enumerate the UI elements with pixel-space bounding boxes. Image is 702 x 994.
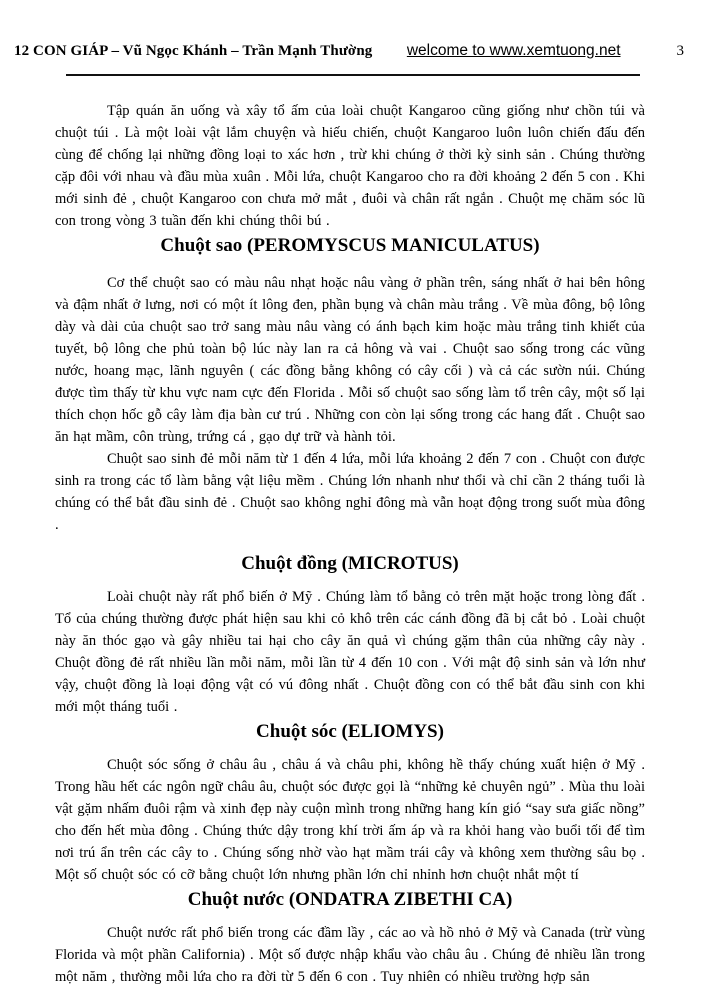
paragraph-chuot-dong: Loài chuột này rất phổ biến ở Mỹ . Chúng làm tổ bằng cỏ trên mặt hoặc trong lòng đất . Tổ của chúng thường được phát hiện sau khi cỏ khô trên các cánh đồng đã bị cắt bỏ . Loài chuột này ăn thóc gạo và gây nhiều tai hại cho cây ăn quả vì chúng gặm thân của những cây này . Chuột đồng đẻ rất nhiều lần mỗi năm, mỗi lần từ 4 đến 10 con . Với mật độ sinh sản và lớn như vậy, chuột đồng là loại động vật có vú đông nhất . Chuột đồng con có thể bắt đầu sinh con khi mới một tháng tuổi .: [55, 589, 645, 715]
section-heading-chuot-sao: Chuột sao (PEROMYSCUS MANICULATUS): [160, 235, 540, 256]
section-heading-chuot-soc: Chuột sóc (ELIOMYS): [256, 721, 444, 742]
paragraph-chuot-soc: Chuột sóc sống ở châu âu , châu á và châu phi, không hề thấy chúng xuất hiện ở Mỹ . Trong hầu hết các ngôn ngữ châu âu, chuột sóc được gọi là “những kẻ chuyên ngủ” . Mùa thu loài vật gặm nhấm đuôi rậm và xinh đẹp này cuộn mình trong những hang kín gió “say sưa giấc nồng” cho đến hết mùa đông . Chúng thức dậy trong khí trời ấm áp và ra khỏi hang vào buổi tối để tìm nơi trú ẩn trên các cây to . Chúng sống nhờ vào hạt mầm trái cây và không xem thường sâu bọ . Một số chuột sóc có cỡ bằng chuột lớn nhưng phần lớn chỉ nhỉnh hơn chuột nhắt một tí: [55, 757, 645, 883]
section-heading-chuot-nuoc: Chuột nước (ONDATRA ZIBETHI CA): [187, 889, 513, 910]
paragraph-chuot-nuoc: Chuột nước rất phổ biến trong các đầm lầy , các ao và hồ nhỏ ở Mỹ và Canada (trừ vùng Florida và một phần California) . Một số được nhập khẩu vào châu âu . Chúng đẻ nhiều lần trong một năm , thường mỗi lứa cho ra đời từ 5 đến 6 con . Tuy nhiên có nhiều trường hợp sản: [55, 925, 645, 985]
welcome-link[interactable]: welcome to www.xemtuong.net: [406, 42, 621, 59]
page-number: 3: [676, 43, 684, 59]
paragraph-chuot-sao-1: Cơ thể chuột sao có màu nâu nhạt hoặc nâu vàng ở phần trên, sáng nhất ở hai bên hông và đậm nhất ở lưng, nơi có một ít lông đen, phần bụng và chân màu trắng . Về mùa đông, bộ lông dày và dài của chuột sao trở sang màu nâu vàng có ánh bạch kim hoặc màu trắng tinh khiết của tuyết, bộ lông che phủ toàn bộ lúc này lan ra cả hông và vai . Chuột sao sống trong các vũng nước, hoang mạc, lãnh nguyên ( các đồng bằng không có cây cối ) và cả các sườn núi. Chúng được tìm thấy từ khu vực nam cực đến Florida . Mỗi số chuột sao sống làm tổ trên cây, một số lại thích chọn hốc gỗ cây làm địa bàn cư trú . Những con còn lại sống trong các hang đất . Chuột sao ăn hạt mầm, côn trùng, trứng cá , gạo dự trữ và hành tỏi.: [55, 275, 645, 445]
page-body: [55, 100, 645, 988]
header-title: 12 CON GIÁP – Vũ Ngọc Khánh – Trần Mạnh Thường: [14, 43, 373, 59]
header-divider: [66, 74, 640, 76]
paragraph-kangaroo: Tập quán ăn uống và xây tổ ấm của loài chuột Kangaroo cũng giống như chồn túi và chuột túi . Là một loài vật lắm chuyện và hiếu chiến, chuột Kangaroo luôn luôn chiến đấu đến cùng để chống lại những đồng loại to xác hơn , trừ khi chúng ở thời kỳ sinh sản . Chúng thường cặp đôi với nhau và đầu mùa xuân . Mỗi lứa, chuột Kangaroo cho ra đời khoảng 2 đến 5 con . Khi mới sinh đẻ , chuột Kangaroo con chưa mở mắt , đuôi và chân rất ngắn . Chuột mẹ chăm sóc lũ con trong vòng 3 tuần đến khi chúng thôi bú .: [55, 103, 646, 229]
section-heading-chuot-dong: Chuột đồng (MICROTUS): [241, 553, 459, 574]
paragraph-chuot-sao-2: Chuột sao sinh đẻ mỗi năm từ 1 đến 4 lứa, mỗi lứa khoảng 2 đến 7 con . Chuột con được sinh ra trong các tổ làm bằng vật liệu mềm . Chúng lớn nhanh như thổi và chỉ cần 2 tháng tuổi là chúng có thể bắt đầu sinh đẻ . Chuột sao không nghỉ đông mà vẫn hoạt động trong suốt mùa đông .: [55, 451, 645, 533]
page-header: [14, 42, 684, 60]
